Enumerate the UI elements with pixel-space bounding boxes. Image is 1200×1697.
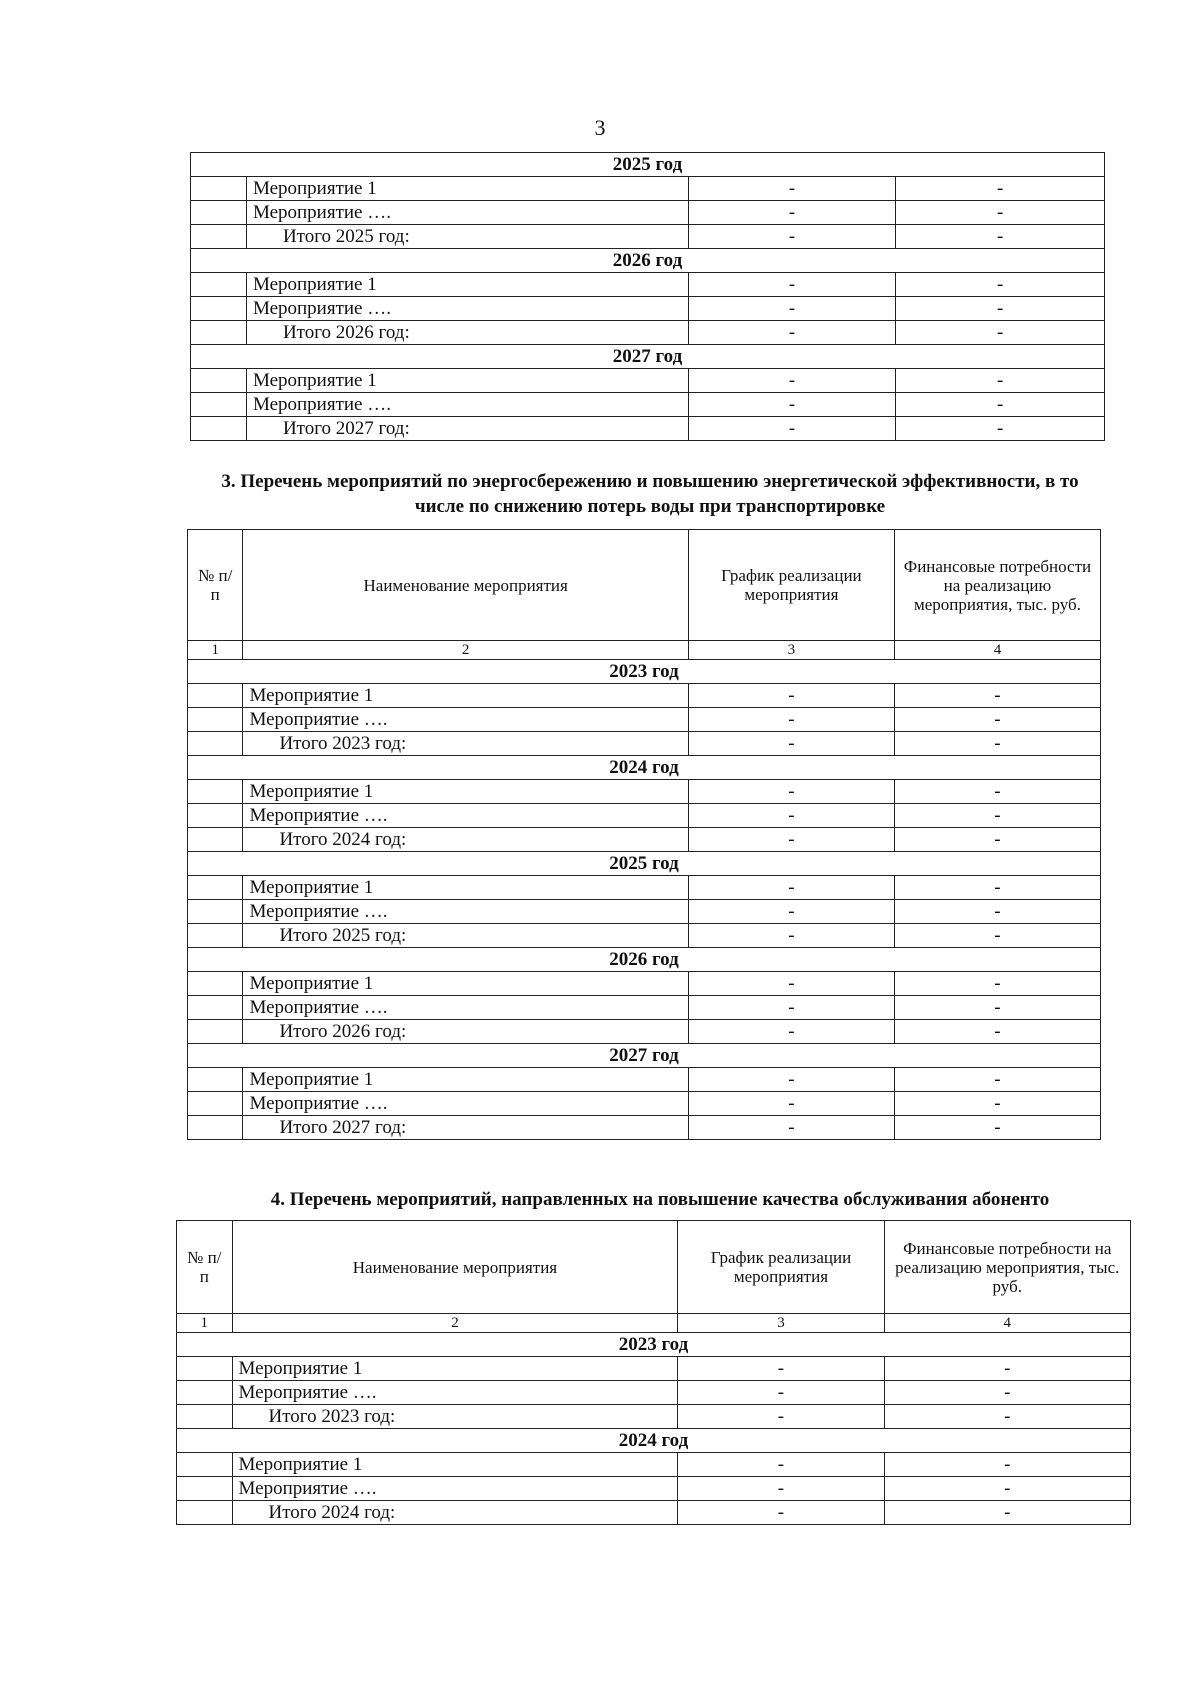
- row-index-cell: [191, 321, 247, 345]
- total-row: [188, 1116, 1101, 1140]
- table-row: [188, 684, 1101, 708]
- schedule-cell: -: [688, 732, 894, 756]
- column-header-3: График реализации мероприятия: [688, 530, 894, 641]
- section-4-heading: 4. Перечень мероприятий, направленных на повышение качества обслуживания абоненто: [270, 1189, 1050, 1210]
- measure-name: Мероприятие ….: [232, 1381, 678, 1405]
- schedule-cell: -: [688, 369, 896, 393]
- schedule-cell: -: [688, 201, 896, 225]
- row-index-cell: [188, 708, 243, 732]
- index-row: [188, 641, 1101, 660]
- schedule-cell: -: [688, 177, 896, 201]
- header-row: [188, 530, 1101, 641]
- schedule-cell: -: [688, 321, 896, 345]
- schedule-cell: -: [688, 417, 896, 441]
- measure-name: Мероприятие 1: [243, 780, 688, 804]
- measure-name: Итого 2026 год:: [246, 321, 688, 345]
- column-index-1: 1: [177, 1314, 233, 1333]
- table-row: [188, 900, 1101, 924]
- measure-name: Мероприятие 1: [232, 1357, 678, 1381]
- year-label: 2023 год: [177, 1333, 1131, 1357]
- finance-cell: -: [894, 828, 1100, 852]
- finance-cell: -: [896, 321, 1105, 345]
- finance-cell: -: [884, 1453, 1130, 1477]
- column-header-4: Финансовые потребности на реализацию мероприятия, тыс. руб.: [894, 530, 1100, 641]
- row-index-cell: [177, 1453, 233, 1477]
- measure-name: Мероприятие ….: [243, 996, 688, 1020]
- table-row: [191, 297, 1105, 321]
- row-index-cell: [177, 1405, 233, 1429]
- schedule-cell: -: [688, 804, 894, 828]
- finance-cell: -: [894, 804, 1100, 828]
- row-index-cell: [188, 828, 243, 852]
- row-index-cell: [191, 273, 247, 297]
- column-header-3: График реализации мероприятия: [678, 1221, 884, 1314]
- year-label: 2026 год: [188, 948, 1101, 972]
- finance-cell: -: [894, 1020, 1100, 1044]
- finance-cell: -: [884, 1381, 1130, 1405]
- table-row: [177, 1357, 1131, 1381]
- section-3-heading: [150, 469, 1150, 519]
- finance-cell: -: [894, 780, 1100, 804]
- year-label: 2023 год: [188, 660, 1101, 684]
- year-row: [188, 948, 1101, 972]
- year-label: 2025 год: [188, 852, 1101, 876]
- row-index-cell: [191, 177, 247, 201]
- finance-cell: -: [896, 369, 1105, 393]
- row-index-cell: [191, 297, 247, 321]
- finance-cell: -: [894, 996, 1100, 1020]
- schedule-cell: -: [688, 900, 894, 924]
- row-index-cell: [188, 876, 243, 900]
- total-row: [188, 828, 1101, 852]
- table-row: [188, 972, 1101, 996]
- measure-name: Мероприятие ….: [243, 900, 688, 924]
- measure-name: Мероприятие 1: [246, 369, 688, 393]
- measure-name: Мероприятие ….: [243, 804, 688, 828]
- row-index-cell: [188, 684, 243, 708]
- total-row: [191, 321, 1105, 345]
- schedule-cell: -: [678, 1405, 884, 1429]
- schedule-cell: -: [688, 297, 896, 321]
- measure-name: Мероприятие 1: [243, 876, 688, 900]
- finance-cell: -: [896, 273, 1105, 297]
- schedule-cell: -: [688, 876, 894, 900]
- row-index-cell: [188, 996, 243, 1020]
- column-index-3: 3: [678, 1314, 884, 1333]
- finance-cell: -: [894, 732, 1100, 756]
- year-row: [177, 1333, 1131, 1357]
- year-row: [191, 153, 1105, 177]
- section-3-heading-line2: числе по снижению потерь воды при транспортировке: [414, 496, 886, 517]
- table-3: [187, 529, 1101, 1140]
- year-row: [188, 852, 1101, 876]
- schedule-cell: -: [678, 1477, 884, 1501]
- year-label: 2025 год: [191, 153, 1105, 177]
- row-index-cell: [191, 369, 247, 393]
- table-row: [188, 804, 1101, 828]
- table-row: [191, 273, 1105, 297]
- column-header-2: Наименование мероприятия: [243, 530, 688, 641]
- row-index-cell: [177, 1501, 233, 1525]
- row-index-cell: [188, 780, 243, 804]
- total-row: [188, 924, 1101, 948]
- schedule-cell: -: [688, 972, 894, 996]
- measure-name: Итого 2027 год:: [243, 1116, 688, 1140]
- table-row: [177, 1381, 1131, 1405]
- measure-name: Итого 2023 год:: [243, 732, 688, 756]
- schedule-cell: -: [688, 393, 896, 417]
- finance-cell: -: [894, 924, 1100, 948]
- total-row: [191, 417, 1105, 441]
- column-index-2: 2: [232, 1314, 678, 1333]
- finance-cell: -: [896, 393, 1105, 417]
- table-row: [191, 177, 1105, 201]
- measure-name: Итого 2026 год:: [243, 1020, 688, 1044]
- row-index-cell: [177, 1381, 233, 1405]
- table-row: [177, 1477, 1131, 1501]
- row-index-cell: [191, 201, 247, 225]
- measure-name: Мероприятие 1: [232, 1453, 678, 1477]
- schedule-cell: -: [688, 828, 894, 852]
- schedule-cell: -: [688, 1020, 894, 1044]
- index-row: [177, 1314, 1131, 1333]
- column-header-2: Наименование мероприятия: [232, 1221, 678, 1314]
- row-index-cell: [188, 972, 243, 996]
- row-index-cell: [188, 732, 243, 756]
- row-index-cell: [191, 225, 247, 249]
- year-label: 2027 год: [191, 345, 1105, 369]
- table-row: [188, 1092, 1101, 1116]
- section-3-heading-line1: 3. Перечень мероприятий по энергосбережению и повышению энергетической эффективности, в то: [221, 471, 1079, 492]
- measure-name: Мероприятие 1: [246, 177, 688, 201]
- row-index-cell: [177, 1357, 233, 1381]
- schedule-cell: -: [678, 1357, 884, 1381]
- measure-name: Итого 2023 год:: [232, 1405, 678, 1429]
- row-index-cell: [188, 924, 243, 948]
- finance-cell: -: [896, 417, 1105, 441]
- table-row: [188, 876, 1101, 900]
- table-row: [188, 996, 1101, 1020]
- finance-cell: -: [896, 177, 1105, 201]
- schedule-cell: -: [688, 684, 894, 708]
- finance-cell: -: [896, 201, 1105, 225]
- schedule-cell: -: [678, 1453, 884, 1477]
- finance-cell: -: [884, 1477, 1130, 1501]
- measure-name: Мероприятие ….: [246, 201, 688, 225]
- finance-cell: -: [894, 900, 1100, 924]
- measure-name: Мероприятие ….: [232, 1477, 678, 1501]
- year-label: 2024 год: [188, 756, 1101, 780]
- row-index-cell: [191, 393, 247, 417]
- finance-cell: -: [894, 1116, 1100, 1140]
- row-index-cell: [188, 1092, 243, 1116]
- table-4: [176, 1220, 1131, 1525]
- total-row: [177, 1405, 1131, 1429]
- schedule-cell: -: [688, 225, 896, 249]
- table-row: [191, 369, 1105, 393]
- year-row: [188, 756, 1101, 780]
- total-row: [188, 732, 1101, 756]
- column-index-4: 4: [884, 1314, 1130, 1333]
- column-header-1: № п/п: [188, 530, 243, 641]
- measure-name: Итого 2027 год:: [246, 417, 688, 441]
- year-label: 2027 год: [188, 1044, 1101, 1068]
- finance-cell: -: [896, 297, 1105, 321]
- measure-name: Мероприятие ….: [246, 393, 688, 417]
- schedule-cell: -: [688, 780, 894, 804]
- page-number: 3: [594, 115, 606, 140]
- finance-cell: -: [894, 684, 1100, 708]
- finance-cell: -: [884, 1357, 1130, 1381]
- year-row: [188, 660, 1101, 684]
- finance-cell: -: [896, 225, 1105, 249]
- header-row: [177, 1221, 1131, 1314]
- row-index-cell: [191, 417, 247, 441]
- schedule-cell: -: [678, 1501, 884, 1525]
- measure-name: Мероприятие 1: [243, 1068, 688, 1092]
- total-row: [188, 1020, 1101, 1044]
- schedule-cell: -: [688, 996, 894, 1020]
- schedule-cell: -: [688, 1092, 894, 1116]
- measure-name: Мероприятие 1: [243, 972, 688, 996]
- row-index-cell: [177, 1477, 233, 1501]
- schedule-cell: -: [688, 273, 896, 297]
- schedule-cell: -: [688, 708, 894, 732]
- column-header-4: Финансовые потребности на реализацию мероприятия, тыс. руб.: [884, 1221, 1130, 1314]
- schedule-cell: -: [678, 1381, 884, 1405]
- measure-name: Мероприятие ….: [243, 1092, 688, 1116]
- table-row: [188, 780, 1101, 804]
- total-row: [191, 225, 1105, 249]
- schedule-cell: -: [688, 924, 894, 948]
- table-1: [190, 152, 1105, 441]
- table-row: [188, 1068, 1101, 1092]
- finance-cell: -: [894, 972, 1100, 996]
- year-row: [177, 1429, 1131, 1453]
- table-row: [177, 1453, 1131, 1477]
- column-index-4: 4: [894, 641, 1100, 660]
- row-index-cell: [188, 1068, 243, 1092]
- measure-name: Итого 2025 год:: [243, 924, 688, 948]
- measure-name: Мероприятие 1: [246, 273, 688, 297]
- finance-cell: -: [884, 1501, 1130, 1525]
- year-label: 2026 год: [191, 249, 1105, 273]
- year-row: [191, 249, 1105, 273]
- finance-cell: -: [884, 1405, 1130, 1429]
- year-row: [188, 1044, 1101, 1068]
- finance-cell: -: [894, 708, 1100, 732]
- row-index-cell: [188, 900, 243, 924]
- row-index-cell: [188, 1020, 243, 1044]
- column-index-3: 3: [688, 641, 894, 660]
- total-row: [177, 1501, 1131, 1525]
- measure-name: Мероприятие ….: [243, 708, 688, 732]
- measure-name: Мероприятие ….: [246, 297, 688, 321]
- column-index-2: 2: [243, 641, 688, 660]
- measure-name: Итого 2024 год:: [243, 828, 688, 852]
- finance-cell: -: [894, 1092, 1100, 1116]
- table-row: [191, 201, 1105, 225]
- row-index-cell: [188, 804, 243, 828]
- table-row: [188, 708, 1101, 732]
- column-header-1: № п/п: [177, 1221, 233, 1314]
- measure-name: Итого 2025 год:: [246, 225, 688, 249]
- year-row: [191, 345, 1105, 369]
- finance-cell: -: [894, 1068, 1100, 1092]
- row-index-cell: [188, 1116, 243, 1140]
- measure-name: Мероприятие 1: [243, 684, 688, 708]
- table-row: [191, 393, 1105, 417]
- column-index-1: 1: [188, 641, 243, 660]
- schedule-cell: -: [688, 1068, 894, 1092]
- schedule-cell: -: [688, 1116, 894, 1140]
- year-label: 2024 год: [177, 1429, 1131, 1453]
- measure-name: Итого 2024 год:: [232, 1501, 678, 1525]
- finance-cell: -: [894, 876, 1100, 900]
